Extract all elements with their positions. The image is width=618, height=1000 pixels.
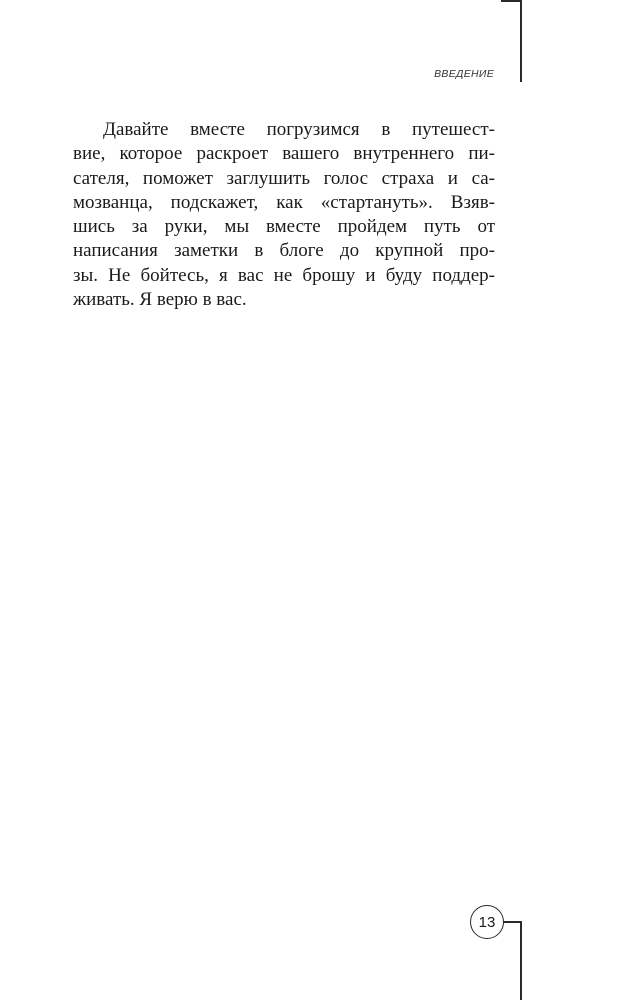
body-line: Давайте вместе погрузимся в путешест- [103,119,495,140]
body-line: живать. Я верю в вас. [73,289,247,311]
body-line: шись за руки, мы вместе пройдем путь от [73,216,495,238]
body-line: мозванца, подскажет, как «стартануть». Взяв- [73,191,495,213]
body-line: зы. Не бойтесь, я вас не брошу и буду поддер- [73,264,495,286]
page-number: 13 [470,905,504,939]
body-line: написания заметки в блоге до крупной про- [73,240,495,262]
folio-rule [520,921,522,1000]
running-head: ВВЕДЕНИЕ [434,68,494,80]
body-paragraph [73,118,495,312]
top-rule-cap [501,0,522,2]
body-line: вие, которое раскроет вашего внутреннего пи- [73,143,495,165]
top-rule [520,0,522,82]
body-line: сателя, поможет заглушить голос страха и са- [73,167,495,189]
